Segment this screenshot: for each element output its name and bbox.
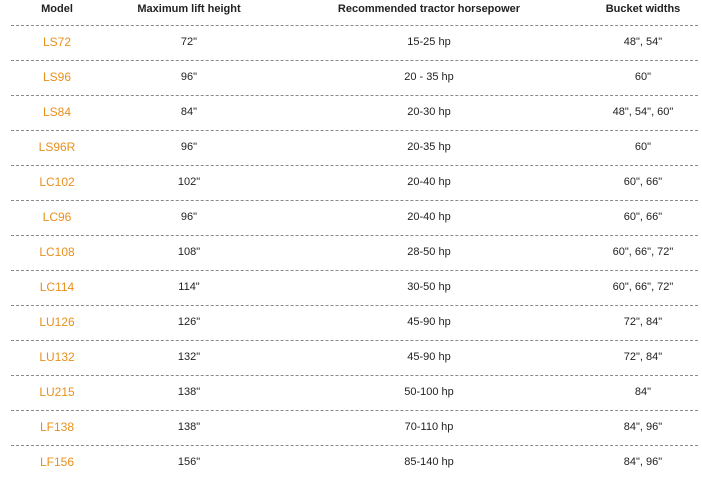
horsepower-cell: 20-40 hp bbox=[407, 176, 451, 188]
horsepower-cell: 20 - 35 hp bbox=[404, 71, 454, 83]
bucket-widths-cell: 48", 54", 60" bbox=[612, 106, 674, 118]
lift-height-cell: 156" bbox=[177, 456, 201, 468]
lift-height-cell: 96" bbox=[180, 141, 198, 153]
lift-height-cell: 96" bbox=[180, 211, 198, 223]
horsepower-cell: 20-30 hp bbox=[407, 106, 451, 118]
bucket-widths-cell: 72", 84" bbox=[623, 316, 663, 328]
bucket-widths-cell: 72", 84" bbox=[623, 351, 663, 363]
lift-height-cell: 108" bbox=[177, 246, 201, 258]
table-row bbox=[11, 20, 698, 55]
horsepower-cell: 85-140 hp bbox=[404, 456, 454, 468]
header-lift-height: Maximum lift height bbox=[137, 3, 241, 15]
model-link[interactable]: LU126 bbox=[39, 315, 75, 329]
horsepower-cell: 50-100 hp bbox=[404, 386, 454, 398]
bucket-widths-cell: 84" bbox=[634, 386, 652, 398]
table-row bbox=[11, 405, 698, 440]
model-link[interactable]: LS72 bbox=[42, 35, 72, 49]
table-row bbox=[11, 335, 698, 370]
model-link[interactable]: LC102 bbox=[39, 175, 75, 189]
model-link[interactable]: LC108 bbox=[39, 245, 75, 259]
model-link[interactable]: LC114 bbox=[39, 280, 75, 294]
horsepower-cell: 20-35 hp bbox=[407, 141, 451, 153]
bucket-widths-cell: 84", 96" bbox=[623, 456, 663, 468]
horsepower-cell: 28-50 hp bbox=[407, 246, 451, 258]
table-row bbox=[11, 370, 698, 405]
lift-height-cell: 114" bbox=[178, 281, 200, 293]
model-link[interactable]: LS96 bbox=[42, 70, 72, 84]
header-horsepower: Recommended tractor horsepower bbox=[337, 3, 521, 15]
table-row bbox=[11, 90, 698, 125]
bucket-widths-cell: 60", 66" bbox=[623, 176, 663, 188]
model-link[interactable]: LF138 bbox=[39, 420, 75, 434]
horsepower-cell: 70-110 hp bbox=[404, 421, 454, 433]
model-link[interactable]: LU132 bbox=[39, 350, 75, 364]
lift-height-cell: 138" bbox=[177, 386, 201, 398]
model-link[interactable]: LS84 bbox=[42, 105, 72, 119]
header-bucket-widths: Bucket widths bbox=[605, 3, 681, 15]
lift-height-cell: 132" bbox=[177, 351, 201, 363]
lift-height-cell: 72" bbox=[180, 36, 198, 48]
table-row bbox=[11, 440, 698, 475]
model-link[interactable]: LU215 bbox=[39, 385, 75, 399]
table-row bbox=[11, 300, 698, 335]
table-row bbox=[11, 195, 698, 230]
table-row bbox=[11, 55, 698, 90]
lift-height-cell: 84" bbox=[180, 106, 198, 118]
lift-height-cell: 96" bbox=[180, 71, 198, 83]
header-model: Model bbox=[41, 3, 73, 15]
model-link[interactable]: LS96R bbox=[38, 140, 76, 154]
horsepower-cell: 20-40 hp bbox=[407, 211, 451, 223]
model-link[interactable]: LF156 bbox=[39, 455, 75, 469]
table-body bbox=[11, 20, 698, 475]
horsepower-cell: 30-50 hp bbox=[407, 281, 451, 293]
lift-height-cell: 102" bbox=[177, 176, 201, 188]
horsepower-cell: 45-90 hp bbox=[407, 316, 451, 328]
bucket-widths-cell: 60", 66", 72" bbox=[612, 281, 674, 293]
lift-height-cell: 138" bbox=[177, 421, 201, 433]
table-header-row bbox=[11, 0, 698, 20]
table-row bbox=[11, 265, 698, 300]
horsepower-cell: 45-90 hp bbox=[407, 351, 451, 363]
model-link[interactable]: LC96 bbox=[42, 210, 72, 224]
bucket-widths-cell: 48", 54" bbox=[623, 36, 663, 48]
bucket-widths-cell: 60" bbox=[634, 141, 652, 153]
bucket-widths-cell: 60", 66" bbox=[623, 211, 663, 223]
loader-spec-table bbox=[11, 0, 698, 475]
horsepower-cell: 15-25 hp bbox=[407, 36, 451, 48]
bucket-widths-cell: 60" bbox=[634, 71, 652, 83]
table-row bbox=[11, 160, 698, 195]
bucket-widths-cell: 84", 96" bbox=[623, 421, 663, 433]
table-row bbox=[11, 230, 698, 265]
bucket-widths-cell: 60", 66", 72" bbox=[612, 246, 674, 258]
lift-height-cell: 126" bbox=[177, 316, 201, 328]
table-row bbox=[11, 125, 698, 160]
